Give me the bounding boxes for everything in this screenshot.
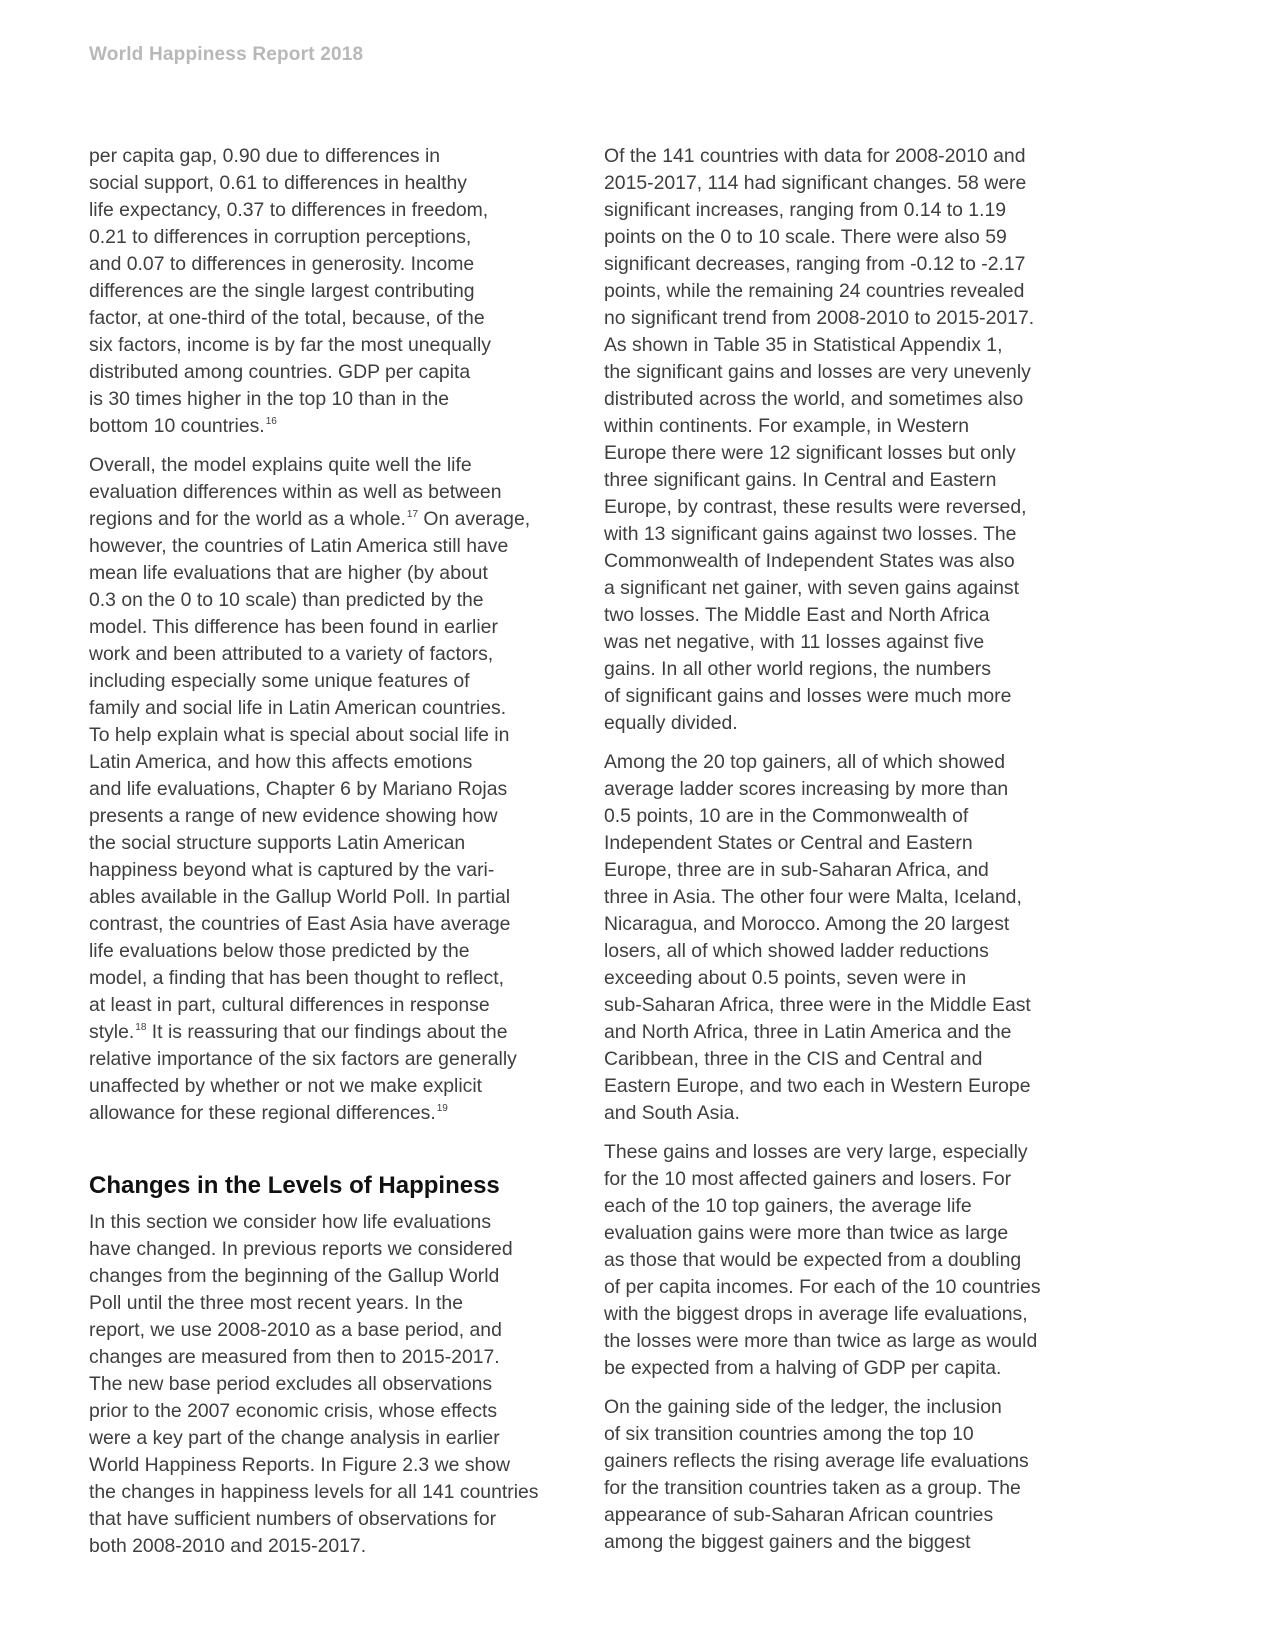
text-line: of per capita incomes. For each of the 10 countries	[604, 1276, 1041, 1298]
text-line: Poll until the three most recent years. In the	[89, 1292, 463, 1314]
text-line: the changes in happiness levels for all 141 countries	[89, 1481, 539, 1503]
paragraph-model-explains	[89, 452, 569, 1127]
footnote-ref[interactable]: 16	[265, 416, 277, 427]
text-line: These gains and losses are very large, especially	[604, 1141, 1028, 1163]
text-line: have changed. In previous reports we considered	[89, 1238, 513, 1260]
text-line: Among the 20 top gainers, all of which showed	[604, 751, 1005, 773]
text-line: appearance of sub-Saharan African countries	[604, 1504, 994, 1526]
text-line: both 2008-2010 and 2015-2017.	[89, 1535, 367, 1557]
footnote-ref[interactable]: 18	[135, 1022, 147, 1033]
text-line: significant decreases, ranging from -0.12 to -2.17	[604, 253, 1026, 275]
text-line: gains. In all other world regions, the numbers	[604, 658, 991, 680]
text-line: evaluation differences within as well as between	[89, 481, 502, 503]
text-segment: bottom 10 countries.	[89, 415, 265, 437]
text-line: mean life evaluations that are higher (by about	[89, 562, 488, 584]
text-line: among the biggest gainers and the biggest	[604, 1531, 971, 1553]
text-line: Europe there were 12 significant losses but only	[604, 442, 1016, 464]
text-line: model, a finding that has been thought to reflect,	[89, 967, 505, 989]
text-line: Europe, three are in sub-Saharan Africa, and	[604, 859, 989, 881]
footnote-ref[interactable]: 17	[406, 509, 419, 520]
text-line: prior to the 2007 economic crisis, whose effects	[89, 1400, 498, 1422]
text-line: relative importance of the six factors are generally	[89, 1048, 517, 1070]
text-line: distributed across the world, and sometimes also	[604, 388, 1024, 410]
running-header: World Happiness Report 2018	[89, 44, 364, 65]
text-line: the losses were more than twice as large as would	[604, 1330, 1038, 1352]
text-line: and 0.07 to differences in generosity. Income	[89, 253, 475, 275]
text-line: life evaluations below those predicted by the	[89, 940, 470, 962]
text-line: Latin America, and how this affects emotions	[89, 751, 473, 773]
text-line: equally divided.	[604, 712, 738, 734]
text-line: no significant trend from 2008-2010 to 2015-2017.	[604, 307, 1035, 329]
text-line: that have sufficient numbers of observations for	[89, 1508, 497, 1530]
text-line: In this section we consider how life evaluations	[89, 1211, 492, 1233]
paragraph-gaining-side	[604, 1394, 1084, 1556]
text-line: points, while the remaining 24 countries revealed	[604, 280, 1025, 302]
text-line: and North Africa, three in Latin America and the	[604, 1021, 1012, 1043]
text-line: family and social life in Latin American countries.	[89, 697, 507, 719]
text-line: six factors, income is by far the most unequally	[89, 334, 491, 356]
text-line: gainers reflects the rising average life evaluations	[604, 1450, 1029, 1472]
text-line: Europe, by contrast, these results were reversed,	[604, 496, 1027, 518]
text-line	[89, 506, 569, 533]
text-line: report, we use 2008-2010 as a base period, and	[89, 1319, 502, 1341]
text-line: exceeding about 0.5 points, seven were in	[604, 967, 967, 989]
text-line: evaluation gains were more than twice as large	[604, 1222, 1009, 1244]
text-line: was net negative, with 11 losses against five	[604, 631, 985, 653]
text-line: Commonwealth of Independent States was also	[604, 550, 1015, 572]
paragraph-income-gap	[89, 143, 569, 440]
text-line: 0.3 on the 0 to 10 scale) than predicted by the	[89, 589, 484, 611]
text-line: Eastern Europe, and two each in Western Europe	[604, 1075, 1031, 1097]
text-line: a significant net gainer, with seven gains against	[604, 577, 1020, 599]
text-line: average ladder scores increasing by more than	[604, 778, 1009, 800]
text-line: of six transition countries among the top 10	[604, 1423, 974, 1445]
text-line: unaffected by whether or not we make explicit	[89, 1075, 483, 1097]
text-line: the social structure supports Latin American	[89, 832, 466, 854]
paragraph-top-gainers	[604, 749, 1084, 1127]
text-line: points on the 0 to 10 scale. There were also 59	[604, 226, 1007, 248]
text-line: each of the 10 top gainers, the average life	[604, 1195, 972, 1217]
text-line: significant increases, ranging from 0.14 to 1.19	[604, 199, 1007, 221]
paragraph-significant-changes	[604, 143, 1084, 737]
text-line: Independent States or Central and Eastern	[604, 832, 973, 854]
text-line: work and been attributed to a variety of factors,	[89, 643, 494, 665]
text-line: three in Asia. The other four were Malta, Iceland,	[604, 886, 1022, 908]
text-line: within continents. For example, in Western	[604, 415, 969, 437]
paragraph-section-intro	[89, 1209, 569, 1560]
text-line: two losses. The Middle East and North Africa	[604, 604, 990, 626]
text-line: The new base period excludes all observations	[89, 1373, 493, 1395]
text-segment: style.	[89, 1021, 135, 1043]
text-line: factor, at one-third of the total, because, of the	[89, 307, 485, 329]
text-line: Overall, the model explains quite well the life	[89, 454, 472, 476]
text-line: On the gaining side of the ledger, the inclusion	[604, 1396, 1002, 1418]
text-line: ables available in the Gallup World Poll. In partial	[89, 886, 511, 908]
text-line: happiness beyond what is captured by the vari-	[89, 859, 495, 881]
text-line: differences are the single largest contributing	[89, 280, 475, 302]
text-line: changes from the beginning of the Gallup World	[89, 1265, 500, 1287]
text-segment: On average,	[418, 508, 531, 530]
left-column	[89, 143, 569, 1572]
text-line: as those that would be expected from a doubling	[604, 1249, 1022, 1271]
text-line: life expectancy, 0.37 to differences in freedom,	[89, 199, 489, 221]
text-line	[89, 413, 569, 440]
text-line: Caribbean, three in the CIS and Central and	[604, 1048, 983, 1070]
text-line: be expected from a halving of GDP per capita.	[604, 1357, 1002, 1379]
text-line: for the transition countries taken as a group. The	[604, 1477, 1021, 1499]
text-line: and South Asia.	[604, 1102, 740, 1124]
text-line: social support, 0.61 to differences in healthy	[89, 172, 467, 194]
text-line: losers, all of which showed ladder reductions	[604, 940, 989, 962]
text-line: and life evaluations, Chapter 6 by Mariano Rojas	[89, 778, 508, 800]
text-line: were a key part of the change analysis in earlier	[89, 1427, 500, 1449]
section-heading: Changes in the Levels of Happiness	[89, 1172, 500, 1199]
text-segment: allowance for these regional differences.	[89, 1102, 436, 1124]
text-segment: regions and for the world as a whole.	[89, 508, 406, 530]
text-line: with 13 significant gains against two losses. The	[604, 523, 1017, 545]
text-line: 0.21 to differences in corruption perceptions,	[89, 226, 472, 248]
text-line	[89, 1100, 569, 1127]
text-line: 0.5 points, 10 are in the Commonwealth of	[604, 805, 969, 827]
text-line: presents a range of new evidence showing how	[89, 805, 498, 827]
text-line	[89, 1019, 569, 1046]
text-line: with the biggest drops in average life evaluations,	[604, 1303, 1028, 1325]
footnote-ref[interactable]: 19	[436, 1103, 448, 1114]
text-line: the significant gains and losses are very unevenly	[604, 361, 1031, 383]
text-line: World Happiness Reports. In Figure 2.3 we show	[89, 1454, 511, 1476]
text-line: Of the 141 countries with data for 2008-2010 and	[604, 145, 1026, 167]
text-line: including especially some unique features of	[89, 670, 470, 692]
text-line: is 30 times higher in the top 10 than in the	[89, 388, 450, 410]
text-line: model. This difference has been found in earlier	[89, 616, 498, 638]
text-line: 2015-2017, 114 had significant changes. 58 were	[604, 172, 1027, 194]
paragraph-gains-losses-large	[604, 1139, 1084, 1382]
text-line: for the 10 most affected gainers and losers. For	[604, 1168, 1012, 1190]
text-line: distributed among countries. GDP per capita	[89, 361, 471, 383]
text-line: sub-Saharan Africa, three were in the Middle East	[604, 994, 1031, 1016]
text-line: of significant gains and losses were much more	[604, 685, 1012, 707]
text-segment: It is reassuring that our findings about the	[146, 1021, 508, 1043]
text-line: per capita gap, 0.90 due to differences in	[89, 145, 441, 167]
text-line: at least in part, cultural differences in response	[89, 994, 490, 1016]
text-line: three significant gains. In Central and Eastern	[604, 469, 997, 491]
text-line: To help explain what is special about social life in	[89, 724, 510, 746]
text-line: changes are measured from then to 2015-2017.	[89, 1346, 500, 1368]
text-line: however, the countries of Latin America still have	[89, 535, 509, 557]
text-line: contrast, the countries of East Asia have average	[89, 913, 511, 935]
text-line: As shown in Table 35 in Statistical Appendix 1,	[604, 334, 1003, 356]
text-line: Nicaragua, and Morocco. Among the 20 largest	[604, 913, 1010, 935]
right-column	[604, 143, 1084, 1568]
